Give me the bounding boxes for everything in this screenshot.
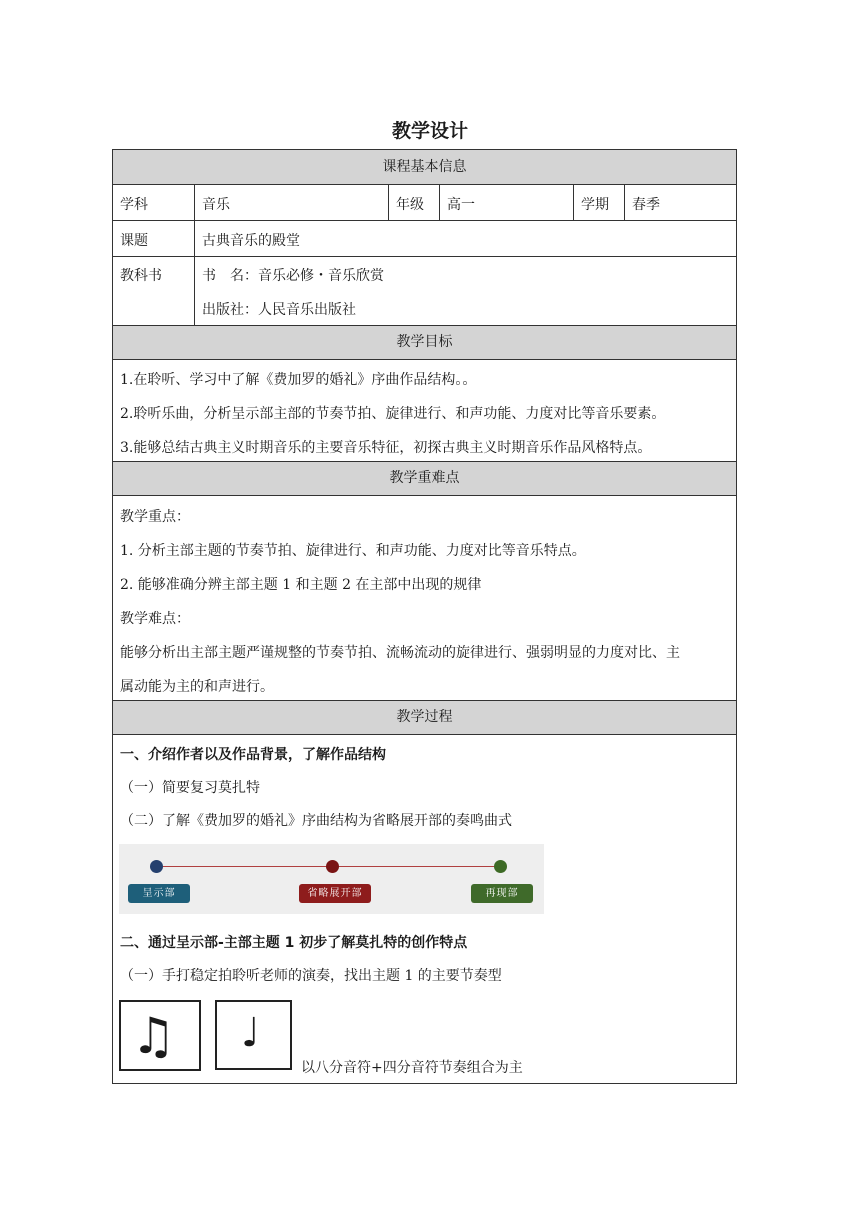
focus-item: 2. 能够准确分辨主部主题 1 和主题 2 在主部中出现的规律 [120, 577, 482, 593]
difficulty-text: 能够分析出主部主题严谨规整的节奏节拍、流畅流动的旋律进行、强弱明显的力度对比、主 [120, 645, 680, 661]
textbook-name: 书 名：音乐必修・音乐欣赏 [202, 268, 384, 284]
timeline-dot [150, 860, 163, 873]
eighth-notes-box [119, 1000, 201, 1071]
grade-value: 高一 [447, 197, 475, 213]
process-heading: 二、通过呈示部-主部主题 1 初步了解莫扎特的创作特点 [120, 935, 468, 951]
objective-item: 1.在聆听、学习中了解《费加罗的婚礼》序曲作品结构。。 [120, 372, 477, 388]
section-header-key-points: 教学重难点 [113, 461, 736, 496]
textbook-label: 教科书 [120, 268, 162, 284]
focus-label: 教学重点： [120, 509, 190, 525]
section-header-basic-info: 课程基本信息 [113, 150, 736, 185]
focus-item: 1. 分析主部主题的节奏节拍、旋律进行、和声功能、力度对比等音乐特点。 [120, 543, 586, 559]
textbook-publisher: 出版社：人民音乐出版社 [202, 302, 356, 318]
term-label: 学期 [581, 197, 609, 213]
objective-item: 3.能够总结古典主义时期音乐的主要音乐特征，初探古典主义时期音乐作品风格特点。 [120, 440, 652, 456]
process-heading: 一、介绍作者以及作品背景，了解作品结构 [120, 747, 386, 763]
page-title: 教学设计 [391, 120, 468, 142]
difficulty-text: 属动能为主的和声进行。 [120, 679, 274, 695]
exposition-tag: 呈示部 [128, 884, 190, 903]
subject-value: 音乐 [202, 197, 230, 213]
process-item: （一）手打稳定拍聆听老师的演奏，找出主题 1 的主要节奏型 [120, 968, 502, 984]
section-header-objectives: 教学目标 [113, 325, 736, 360]
beamed-eighth-notes-icon: ♫ [131, 1007, 176, 1065]
col-divider [194, 185, 195, 325]
sonata-form-diagram [119, 844, 544, 914]
lesson-plan-table [112, 149, 737, 1084]
topic-label: 课题 [120, 233, 148, 249]
recapitulation-tag: 再现部 [471, 884, 533, 903]
row-divider [113, 220, 736, 221]
col-divider [573, 185, 574, 220]
objective-item: 2.聆听乐曲，分析呈示部主部的节奏节拍、旋律进行、和声功能、力度对比等音乐要素。 [120, 406, 666, 422]
subject-label: 学科 [120, 197, 148, 213]
grade-label: 年级 [396, 197, 424, 213]
topic-value: 古典音乐的殿堂 [202, 233, 300, 249]
timeline-dot [326, 860, 339, 873]
rhythm-caption: 以八分音符+四分音符节奏组合为主 [301, 1060, 523, 1076]
col-divider [439, 185, 440, 220]
quarter-note-box [215, 1000, 292, 1070]
section-header-process: 教学过程 [113, 700, 736, 735]
quarter-note-icon: ♩ [241, 1010, 260, 1056]
difficulty-label: 教学难点： [120, 611, 190, 627]
process-item: （一）简要复习莫扎特 [120, 780, 260, 796]
col-divider [624, 185, 625, 220]
timeline-dot [494, 860, 507, 873]
omitted-development-tag: 省略展开部 [299, 884, 371, 903]
process-item: （二）了解《费加罗的婚礼》序曲结构为省略展开部的奏鸣曲式 [120, 813, 512, 829]
col-divider [388, 185, 389, 220]
row-divider [113, 256, 736, 257]
term-value: 春季 [632, 197, 660, 213]
